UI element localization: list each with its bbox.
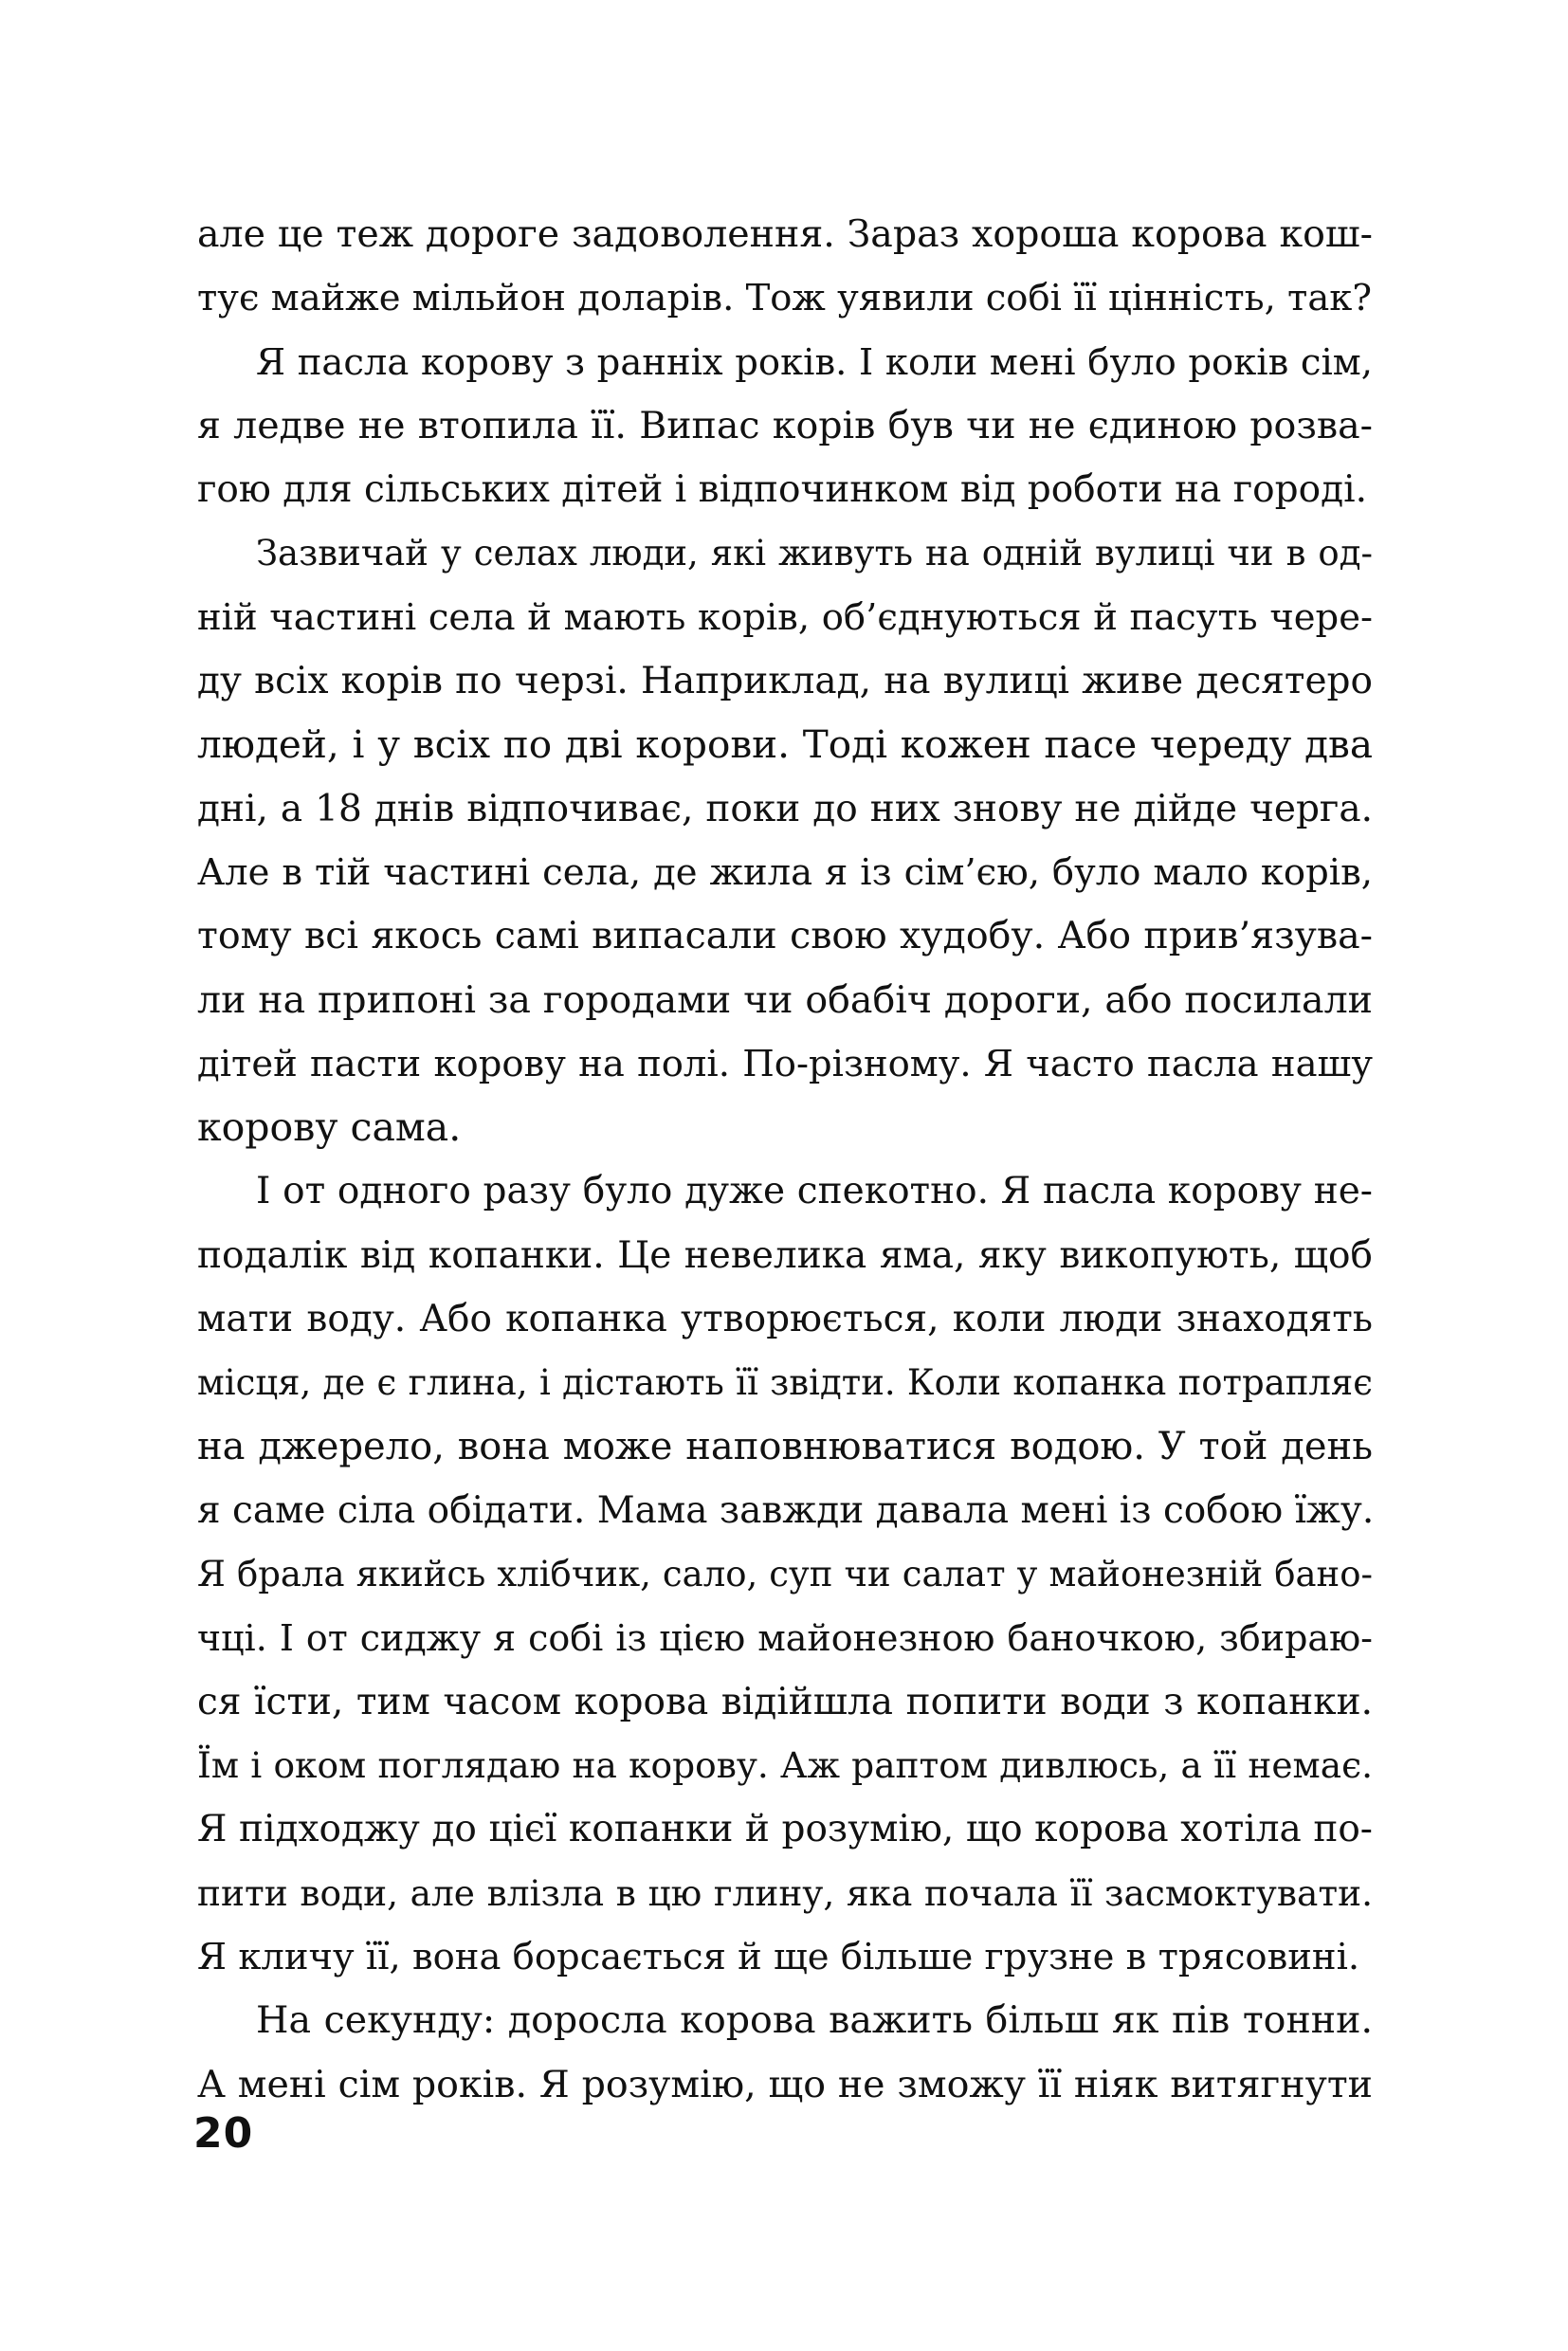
text-line: тує майже мільйон доларів. Тож уявили собі її цінність, так? — [197, 277, 1373, 320]
text-line: ли на припоні за городами чи обабіч дороги, або посилали — [197, 977, 1373, 1022]
body-text — [197, 203, 1373, 2117]
text-line: ся їсти, тим часом корова відійшла попити води з копанки. — [197, 1680, 1373, 1723]
text-line: Але в тій частині села, де жила я із сім’єю, було мало корів, — [197, 850, 1373, 894]
text-line: На секунду: доросла корова важить більш як пів тонни. — [256, 1998, 1373, 2043]
text-line: мати воду. Або копанка утворюється, коли люди знаходять — [197, 1298, 1373, 1341]
text-line: я ледве не втопила її. Випас корів був чи не єдиною розва- — [197, 403, 1373, 447]
text-line: пити води, але влізла в цю глину, яка почала її засмоктувати. — [197, 1871, 1373, 1914]
text-line: Їм і оком поглядаю на корову. Аж раптом дивлюсь, а її немає. — [197, 1744, 1373, 1787]
text-line: чці. І от сиджу я собі із цією майонезною баночкою, збираю- — [197, 1616, 1373, 1659]
text-line: гою для сільських дітей і відпочинком від роботи на городі. — [197, 468, 1367, 512]
text-line: Я пасла корову з ранніх років. І коли мені було років сім, — [256, 340, 1373, 384]
text-line: корову сама. — [197, 1104, 462, 1151]
text-line: місця, де є глина, і дістають її звідти. Коли копанка потрапляє — [197, 1362, 1373, 1404]
text-line: тому всі якось самі випасали свою худобу. Або прив’язува- — [197, 914, 1373, 958]
text-line: А мені сім років. Я розумію, що не зможу її ніяк витягнути — [197, 2062, 1373, 2106]
page-number: 20 — [193, 2109, 254, 2158]
text-line: ній частині села й мають корів, об’єднуються й пасуть чере- — [197, 595, 1373, 639]
text-line: ду всіх корів по черзі. Наприклад, на вулиці живе десятеро — [197, 660, 1373, 703]
text-line: але це теж дороге задоволення. Зараз хороша корова кош- — [197, 212, 1373, 256]
text-line: подалік від копанки. Це невелика яма, яку викопують, щоб — [197, 1233, 1373, 1277]
text-line: я саме сіла обідати. Мама завжди давала мені із собою їжу. — [197, 1488, 1375, 1532]
text-line: Я кличу її, вона борсається й ще більше грузне в трясовині. — [197, 1936, 1360, 1979]
text-line: Я брала якийсь хлібчик, сало, суп чи салат у майонезній бано- — [197, 1554, 1373, 1595]
text-line: І от одного разу було дуже спекотно. Я пасла корову не- — [256, 1170, 1373, 1213]
text-line: дні, а 18 днів відпочиває, поки до них знову не дійде черга. — [197, 787, 1373, 830]
text-line: Зазвичай у селах люди, які живуть на одній вулиці чи в од- — [256, 533, 1373, 574]
text-line: Я підходжу до цієї копанки й розумію, що корова хотіла по- — [197, 1808, 1373, 1851]
text-line: людей, і у всіх по дві корови. Тоді кожен пасе череду два — [197, 721, 1373, 768]
text-line: на джерело, вона може наповнюватися водою. У той день — [197, 1424, 1373, 1468]
text-line: дітей пасти корову на полі. По-різному. Я часто пасла нашу — [197, 1042, 1373, 1085]
